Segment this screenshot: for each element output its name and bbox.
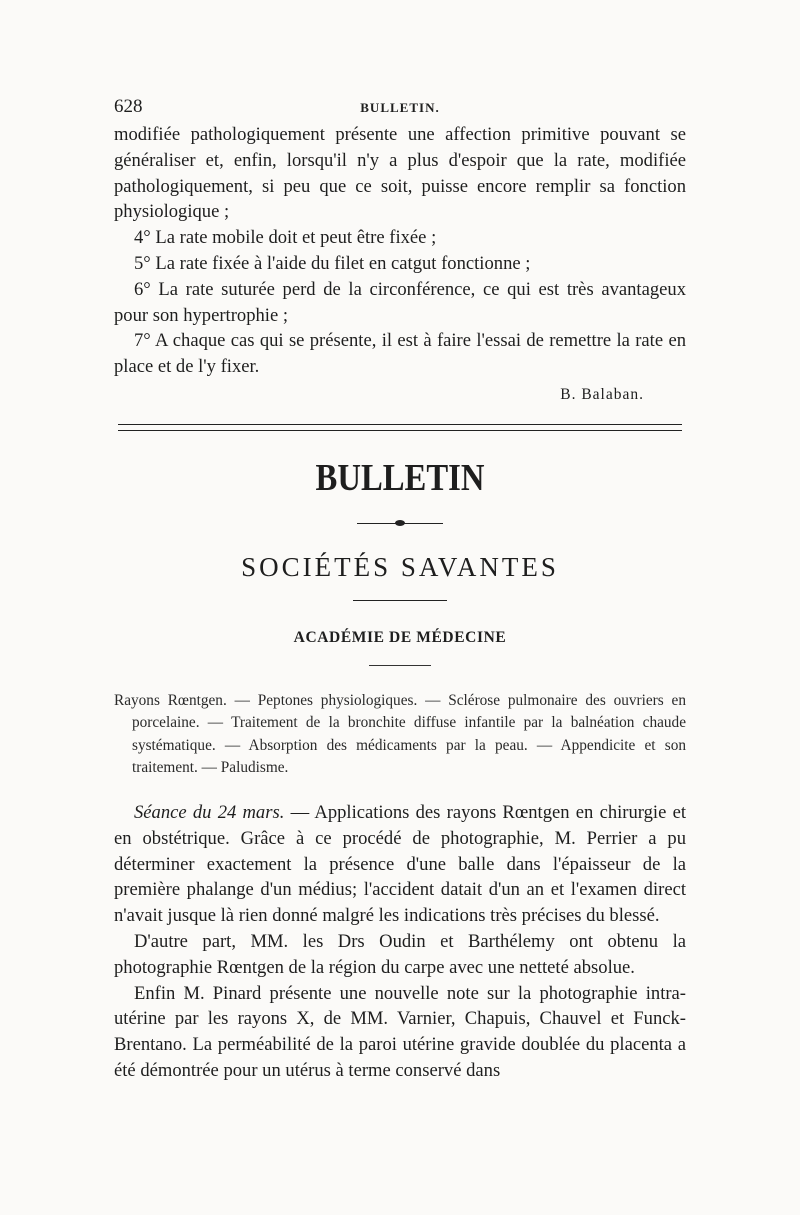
ornament-center xyxy=(395,520,405,526)
conclusion-point-4: 4° La rate mobile doit et peut être fixée ; xyxy=(134,227,437,249)
session-summary: Rayons Rœntgen. — Peptones physiologiques. — Sclérose pulmonaire des ouvriers en porcelaine. — Traitement de la bronchite diffuse infantile par la balnéation chaude systématique. — Absorption des médicaments par la peau. — Appendicite et son traitement. — Paludisme. xyxy=(114,691,686,777)
seance-paragraph-1-text: — Applications des rayons Rœntgen en chirurgie et en obstétrique. Grâce à ce procédé de photographie, M. Perrier a pu déterminer exactement la présence d'une balle dans l'épaisseur de la première phalange d'un médius; l'accident datait d'un an et l'examen direct n'avait jusque là rien donné malgré les indications très précises du blessé. xyxy=(114,801,686,927)
tiny-divider xyxy=(369,665,431,666)
short-divider xyxy=(353,600,447,601)
seance-paragraph-1 xyxy=(114,800,686,929)
running-title: BULLETIN. xyxy=(360,100,440,115)
seance-paragraph-3: Enfin M. Pinard présente une nouvelle note sur la photographie intra-utérine par les rayons X, de MM. Varnier, Chapuis, Chauvel et Funck-Brentano. La perméabilité de la paroi utérine gravide doublée du placenta a été démontrée pour un utérus à terme conservé dans xyxy=(114,982,686,1081)
section-divider xyxy=(118,424,682,431)
author-signature: B. Balaban. xyxy=(560,385,644,403)
conclusion-point-6: 6° La rate suturée perd de la circonférence, ce qui est très avantageux pour son hypertrophie ; xyxy=(114,278,686,326)
seance-paragraph-2: D'autre part, MM. les Drs Oudin et Barthélemy ont obtenu la photographie Rœntgen de la région du carpe avec une netteté absolue. xyxy=(114,930,686,978)
journal-page xyxy=(114,92,686,1084)
seance-date: Séance du 24 mars. xyxy=(134,801,285,823)
running-head xyxy=(114,92,686,122)
conclusion-point-7: 7° A chaque cas qui se présente, il est à faire l'essai de remettre la rate en place et de l'y fixer. xyxy=(114,330,686,378)
conclusion-point-5: 5° La rate fixée à l'aide du filet en catgut fonctionne ; xyxy=(134,252,531,274)
ornament-divider xyxy=(357,519,443,529)
seance-report xyxy=(114,800,686,1084)
section-title: BULLETIN xyxy=(315,456,485,499)
page-number: 628 xyxy=(114,96,143,117)
article-conclusion xyxy=(114,122,686,380)
conclusion-paragraph: modifiée pathologiquement présente une affection primitive pouvant se généraliser et, enfin, lorsqu'il n'y a plus d'espoir que la rate, modifiée pathologiquement, si peu que ce soit, puisse encore remplir sa fonction physiologique ; xyxy=(114,124,686,223)
subsection-title: SOCIÉTÉS SAVANTES xyxy=(241,551,559,582)
society-heading: ACADÉMIE DE MÉDECINE xyxy=(293,628,507,646)
